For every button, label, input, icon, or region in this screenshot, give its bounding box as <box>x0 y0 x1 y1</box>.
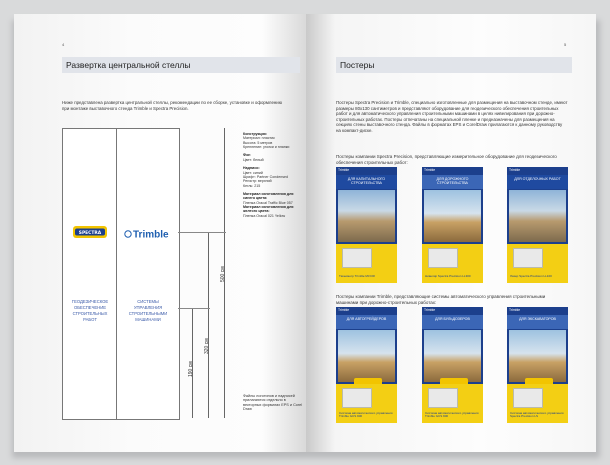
poster-yellow-panel <box>422 384 483 423</box>
page-title: Постеры <box>336 57 572 73</box>
poster-brand: Trimble <box>336 307 397 314</box>
stele-line: СИСТЕМЫ <box>137 299 159 304</box>
poster-heading: ДЛЯ КАПИТАЛЬНОГО СТРОИТЕЛЬСТВА <box>336 175 397 189</box>
poster-heading: ДЛЯ ОТДЕЛОЧНЫХ РАБОТ <box>507 175 568 189</box>
page-number: 4 <box>62 42 65 47</box>
poster-yellow-panel <box>336 244 397 283</box>
right-page <box>306 14 596 452</box>
dim-line-320 <box>208 232 209 418</box>
trimble-logo-text: Trimble <box>133 229 169 240</box>
dim-guide <box>178 232 226 233</box>
poster <box>422 167 483 283</box>
poster-yellow-panel <box>507 244 568 283</box>
poster-caption: Лазер Spectra Precision LL100 <box>510 274 552 279</box>
page-number: 5 <box>564 42 567 47</box>
spec-line: Шрифт: Partner Condensed <box>243 174 288 179</box>
poster-photo <box>509 330 566 382</box>
poster-brand: Trimble <box>422 167 483 174</box>
poster-heading: ДЛЯ ЭКСКАВАТОРОВ <box>507 315 568 329</box>
left-page <box>14 14 306 452</box>
stele-line: МАШИНАМИ <box>135 317 161 322</box>
stele-line: РАБОТ <box>83 317 97 322</box>
poster-yellow-panel <box>507 384 568 423</box>
poster-photo <box>424 330 481 382</box>
product-image <box>342 248 372 268</box>
poster-yellow-panel <box>336 384 397 423</box>
dim-label-320: 320 см <box>204 338 210 354</box>
spec-heading: Надписи: <box>243 166 260 171</box>
spec-heading: Конструкция: <box>243 132 267 136</box>
poster-caption: Система автоматического управления Trimble GCS 900 <box>425 410 479 419</box>
stele-panel-spectra <box>62 128 118 420</box>
spec-line: Пленка Oracal Traffic Blue 057 <box>243 200 293 205</box>
dim-label-500: 500 см <box>220 266 226 282</box>
intro-text: Постеры Spectra Precision и Trimble, специально изготовленные для размещения на выставочном стенде, имеют размеры 80х130 сантиметров и представляют оборудование для геодезического обеспечения строительных работ и для автоматического управления строительными машинами в целях нивелирования при дорожно-строительных работах. Постеры отпечатаны на специальной пленке и предназначены для размещения на секциях стены выставочного стенда. Файлы в форматах EPS и CorelDraw прилагаются к данному руководству на компакт-диске. <box>336 100 568 133</box>
stele-line: ОБЕСПЕЧЕНИЕ <box>73 305 107 310</box>
stele-line: СТРОИТЕЛЬНЫХ <box>72 311 108 316</box>
poster-caption: Система автоматического управления Trimble GCS 900 <box>339 410 393 419</box>
product-image <box>513 248 543 268</box>
product-image <box>428 248 458 268</box>
page-title: Развертка центральной стеллы <box>62 57 300 73</box>
spec-line: Высота: 5 метров <box>243 140 273 145</box>
poster-caption: Тахеометр Trimble M3 DR <box>339 274 375 279</box>
stele-text-spectra <box>63 299 117 323</box>
poster-brand: Trimble <box>507 167 568 174</box>
spec-line: Цвет: белый <box>243 157 264 162</box>
poster-caption: Нивелир Spectra Precision LL300 <box>425 274 471 279</box>
dim-guide <box>178 308 210 309</box>
stele-line: ГЕОДЕЗИЧЕСКОЕ <box>71 299 109 304</box>
poster <box>336 167 397 283</box>
product-image <box>513 388 543 408</box>
spectra-logo <box>73 225 107 243</box>
poster-brand: Trimble <box>507 307 568 314</box>
poster-heading: ДЛЯ ДОРОЖНОГО СТРОИТЕЛЬСТВА <box>422 175 483 189</box>
spec-line: Крепление: уголки и планки <box>243 144 290 149</box>
poster-caption: Система автоматического управления Spectra Precision LS <box>510 410 564 419</box>
poster-heading: ДЛЯ АВТОГРЕЙДЕРОВ <box>336 315 397 329</box>
trimble-posters-caption: Постеры компании Trimble, представляющие системы автоматического управления строительными машинами при дорожно-строительных работах: <box>336 294 546 305</box>
poster-photo <box>424 190 481 242</box>
spec-line: Регистр: верхний <box>243 179 272 184</box>
intro-text: Ниже представлена развертка центральной стеллы, рекомендации по ее сборке, установке и оформлению при монтаже выставочного стенда Trimble и Spectra Precision. <box>62 100 283 111</box>
poster-yellow-panel <box>422 244 483 283</box>
product-image <box>342 388 372 408</box>
trimble-logo <box>124 227 172 245</box>
spectra-logo-text: SPECTRA <box>78 230 102 236</box>
poster-photo <box>338 190 395 242</box>
spec-heading: Фон <box>243 153 251 158</box>
dim-label-190: 190 см <box>188 361 194 377</box>
spec-line: Кегль: 215 <box>243 183 261 188</box>
poster <box>336 307 397 423</box>
spec-line: Пленка Oracal 021 Yellow <box>243 213 286 218</box>
poster <box>507 167 568 283</box>
files-note: Файлы логотипов и надписей прилагаются отдельно в векторных форматах EPS и Corel Draw <box>243 394 303 412</box>
spec-block <box>243 132 303 218</box>
spec-line: Материал: пластик <box>243 136 275 141</box>
poster <box>507 307 568 423</box>
spectra-posters-caption: Постеры компании Spectra Precision, представляющие измерительное оборудование для геодезического обеспечения строительных работ: <box>336 154 557 165</box>
poster-heading: ДЛЯ БУЛЬДОЗЕРОВ <box>422 315 483 329</box>
product-image <box>428 388 458 408</box>
poster-brand: Trimble <box>336 167 397 174</box>
stele-line: СТРОИТЕЛЬНЫМИ <box>128 311 168 316</box>
poster-photo <box>338 330 395 382</box>
poster <box>422 307 483 423</box>
spec-heading: Материал изготовления для синего цвета: <box>243 192 294 201</box>
stele-line: УПРАВЛЕНИЯ <box>133 305 163 310</box>
poster-brand: Trimble <box>422 307 483 314</box>
stele-panel-trimble <box>116 128 180 420</box>
stele-text-trimble <box>117 299 179 323</box>
spec-heading: Материал изготовления для желтого цвета: <box>243 205 294 214</box>
poster-photo <box>509 190 566 242</box>
spec-line: Цвет: синий <box>243 170 263 175</box>
